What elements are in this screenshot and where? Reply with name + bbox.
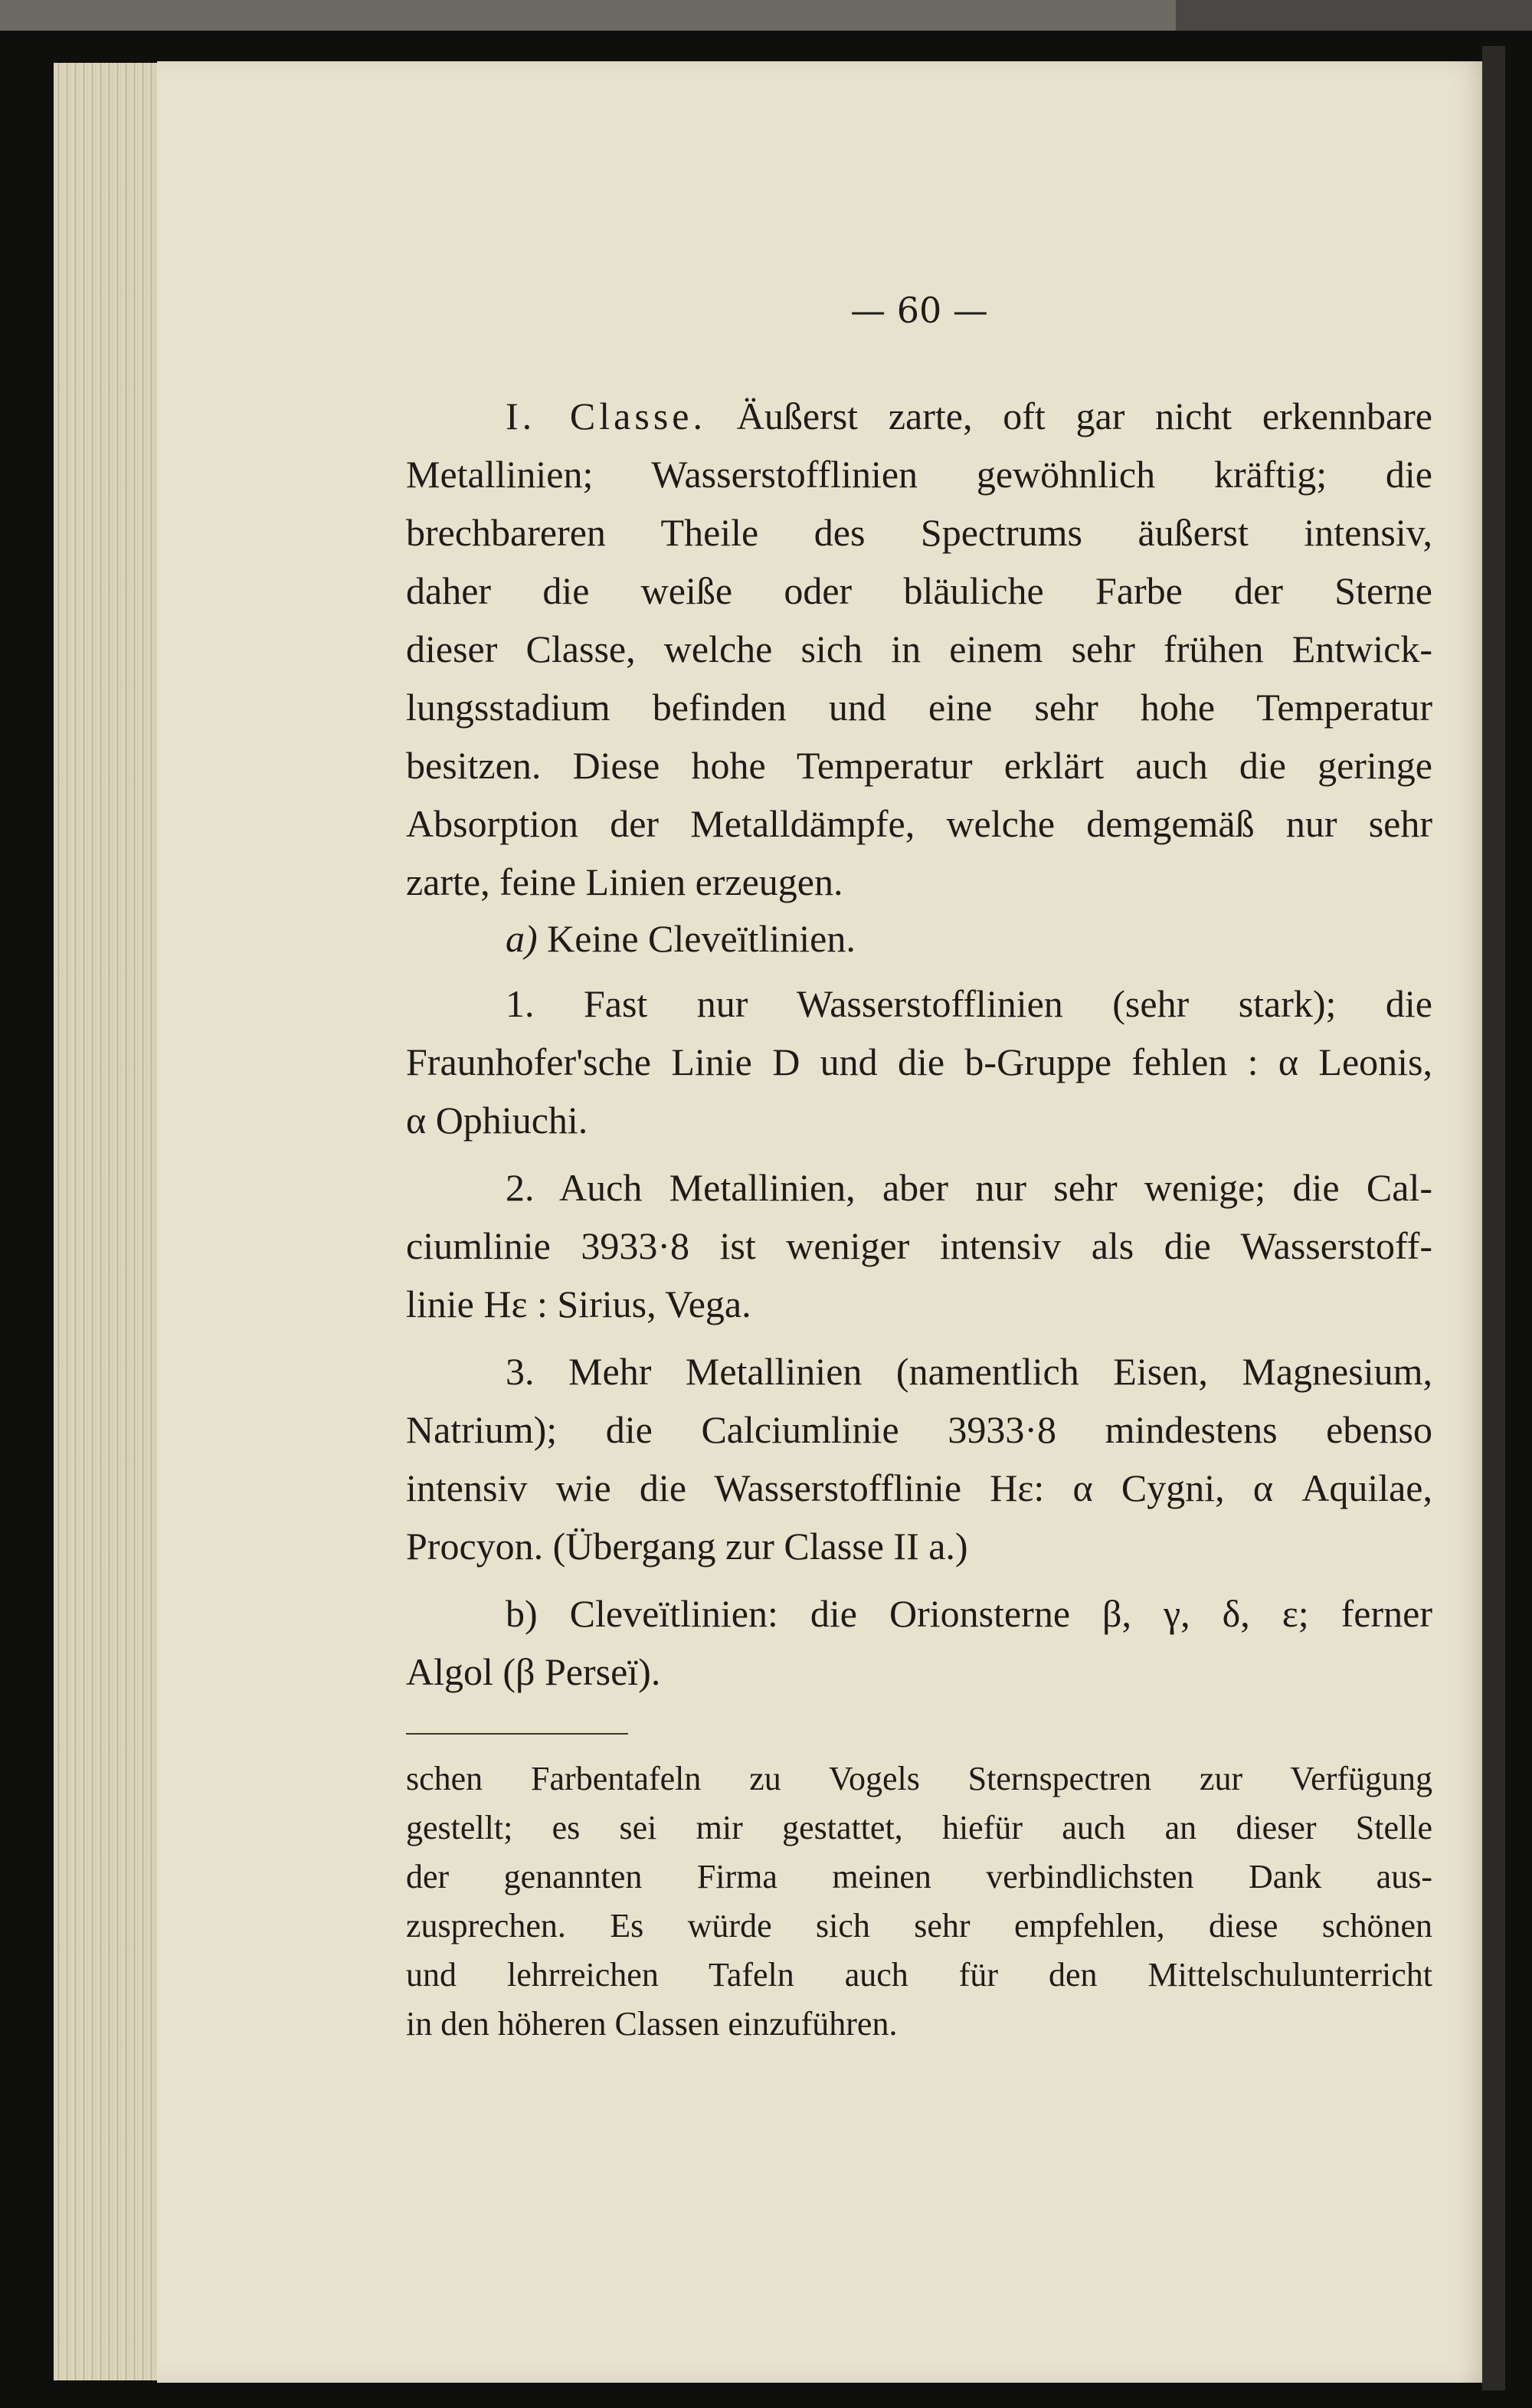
cover-top-edge-dark (1176, 0, 1532, 32)
page-edges (54, 63, 169, 2380)
item-2-paragraph (406, 1158, 1432, 1333)
subsection-b (406, 1584, 1432, 1701)
item-1-paragraph (406, 975, 1432, 1149)
text-line: intensiv wie die Wasserstofflinie Hε: α Cygni, α Aquilae, (406, 1466, 1432, 1509)
text-line: linie Hε : Sirius, Vega. (406, 1283, 751, 1325)
page-number: — 60 — (850, 290, 988, 331)
text-line: b) Cleveïtlinien: die Orionsterne β, γ, δ, ε; ferner (506, 1592, 1432, 1635)
text-line: Fraunhofer'sche Linie D und die b-Gruppe fehlen : α Leonis, (406, 1040, 1432, 1083)
footnote-rule (406, 1733, 628, 1735)
text-line (406, 387, 1432, 445)
text-line: Absorption der Metalldämpfe, welche demgemäß nur sehr (406, 802, 1432, 845)
page-right-shadow (1482, 46, 1505, 2390)
text-line: α Ophiuchi. (406, 1099, 588, 1142)
cover-top-edge (0, 0, 1176, 32)
class-1-paragraph (406, 387, 1432, 911)
subsection-a (406, 909, 1432, 968)
text-line: lungsstadium befinden und eine sehr hohe Temperatur (406, 686, 1432, 729)
text-line: zarte, feine Linien erzeugen. (406, 860, 843, 903)
subsection-text: Keine Cleveïtlinien. (547, 917, 856, 960)
text-line: daher die weiße oder bläuliche Farbe der Sterne (406, 569, 1432, 612)
footnote-line: in den höheren Classen einzuführen. (406, 2005, 898, 2043)
text-line: 3. Mehr Metallinien (namentlich Eisen, Magnesium, (506, 1350, 1432, 1393)
text-line: Metallinien; Wasserstofflinien gewöhnlich kräftig; die (406, 453, 1432, 496)
footnote-line: schen Farbentafeln zu Vogels Sternspectren zur Verfügung (406, 1760, 1432, 1797)
text-line: 1. Fast nur Wasserstofflinien (sehr stark); die (506, 982, 1432, 1025)
footnote-line: zusprechen. Es würde sich sehr empfehlen, diese schönen (406, 1907, 1432, 1944)
text-line: besitzen. Diese hohe Temperatur erklärt auch die geringe (406, 744, 1432, 787)
text-line: Procyon. (Übergang zur Classe II a.) (406, 1525, 968, 1568)
text-line: brechbareren Theile des Spectrums äußerst intensiv, (406, 511, 1432, 554)
text-line: 2. Auch Metallinien, aber nur sehr wenige; die Cal- (506, 1166, 1432, 1209)
text-line: dieser Classe, welche sich in einem sehr frühen Entwick- (406, 627, 1432, 670)
text-line (406, 909, 1432, 968)
footnote-line: gestellt; es sei mir gestattet, hiefür auch an dieser Stelle (406, 1809, 1432, 1846)
footnote-line: und lehrreichen Tafeln auch für den Mittelschulunterricht (406, 1956, 1432, 1994)
class-heading: I. Classe. (506, 395, 706, 437)
text-line: ciumlinie 3933·8 ist weniger intensiv als die Wasserstoff- (406, 1224, 1432, 1267)
text-line: Algol (β Perseï). (406, 1650, 661, 1693)
footnote-line: der genannten Firma meinen verbindlichsten Dank aus- (406, 1858, 1432, 1895)
text-line: Natrium); die Calciumlinie 3933·8 mindestens ebenso (406, 1408, 1432, 1451)
item-3-paragraph (406, 1342, 1432, 1575)
subsection-label: a) (506, 917, 538, 960)
footnote (406, 1754, 1432, 2049)
text-line-content: Äußerst zarte, oft gar nicht erkennbare (736, 395, 1433, 437)
